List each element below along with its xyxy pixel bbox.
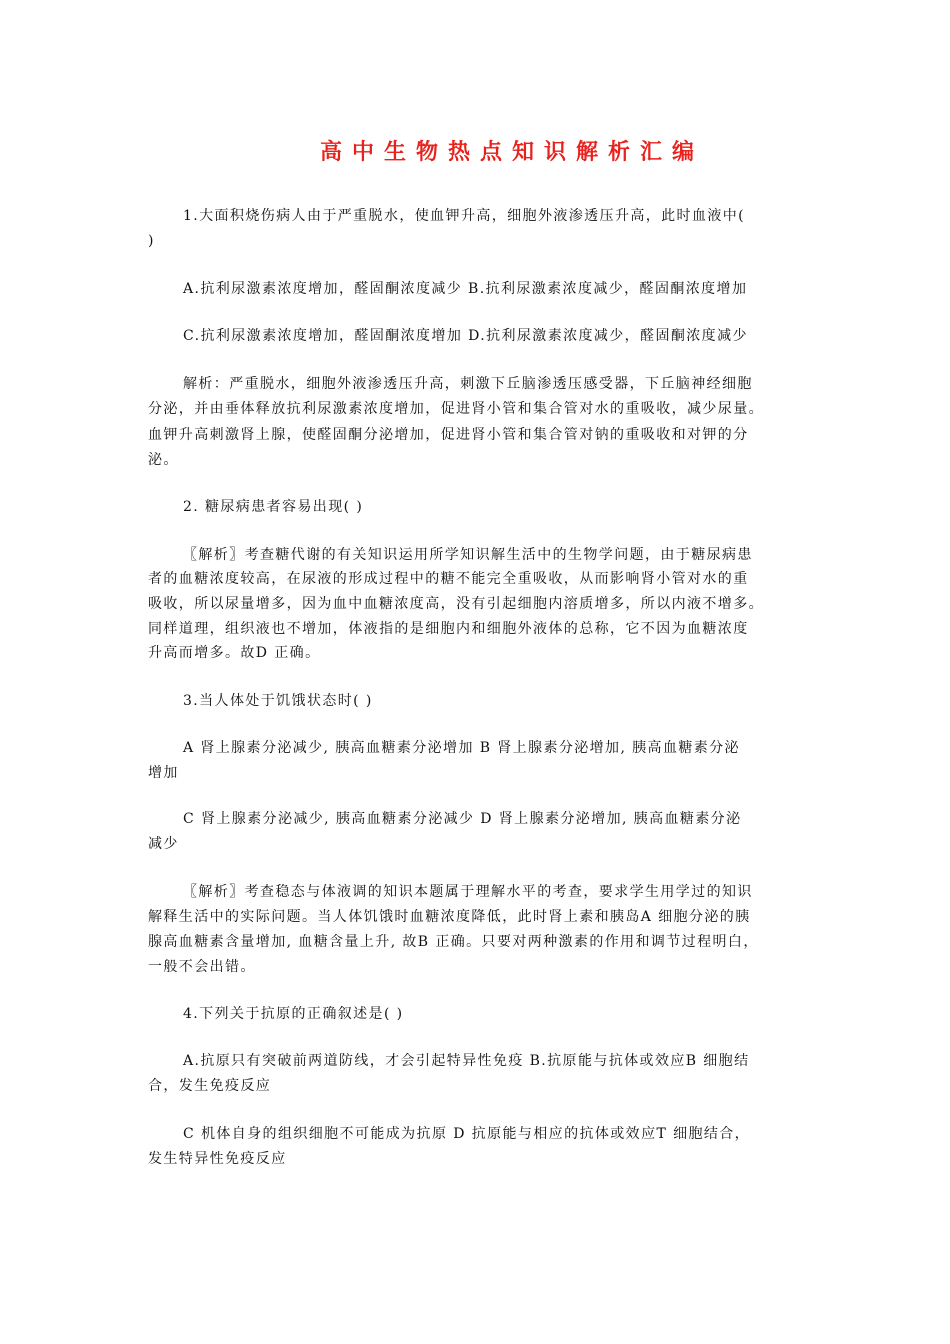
q3-explanation-line: 解释生活中的实际问题。当人体饥饿时血糖浓度降低，此时肾上素和胰岛A 细胞分泌的胰: [148, 909, 751, 925]
q2-stem: 2. 糖尿病患者容易出现( ): [183, 499, 364, 515]
document-title: 高中生物热点知识解析汇编: [319, 139, 704, 165]
q1-stem: 1.大面积烧伤病人由于严重脱水，使血钾升高，细胞外液渗透压升高，此时血液中(: [183, 208, 746, 224]
q1-explanation-line: 血钾升高刺激肾上腺，使醛固酮分泌增加，促进肾小管和集合管对钠的重吸收和对钾的分: [148, 427, 749, 443]
q2-explanation-line: 〖解析〗考查糖代谢的有关知识运用所学知识解生活中的生物学问题，由于糖尿病患: [183, 547, 753, 563]
q1-explanation-line: 分泌，并由垂体释放抗利尿激素浓度增加，促进肾小管和集合管对水的重吸收，减少尿量。: [148, 401, 764, 417]
q1-stem-end: ): [148, 233, 155, 249]
q2-explanation-line: 吸收，所以尿量增多，因为血中血糖浓度高，没有引起细胞内溶质增多，所以内液不增多。: [148, 596, 764, 612]
q3-options-ab: A 肾上腺素分泌减少, 胰高血糖素分泌增加 B 肾上腺素分泌增加, 胰高血糖素分泌: [183, 740, 740, 756]
q1-options-cd: C.抗利尿激素浓度增加，醛固酮浓度增加 D.抗利尿激素浓度减少，醛固酮浓度减少: [183, 328, 748, 344]
q3-options-ab-end: 增加: [148, 765, 179, 781]
q3-stem: 3.当人体处于饥饿状态时( ): [183, 693, 373, 709]
q2-explanation-line: 同样道理，组织液也不增加，体液指的是细胞内和细胞外液体的总称，它不因为血糖浓度: [148, 621, 749, 637]
q1-explanation-line: 泌。: [148, 452, 179, 468]
q3-options-cd-end: 减少: [148, 836, 179, 852]
q1-options-ab: A.抗利尿激素浓度增加，醛固酮浓度减少 B.抗利尿激素浓度减少，醛固酮浓度增加: [183, 281, 748, 297]
q3-explanation-line: 腺高血糖素含量增加, 血糖含量上升, 故B 正确。只要对两种激素的作用和调节过程明白，: [148, 934, 759, 950]
q4-options-ab-end: 合，发生免疫反应: [148, 1078, 272, 1094]
q3-options-cd: C 肾上腺素分泌减少, 胰高血糖素分泌减少 D 肾上腺素分泌增加, 胰高血糖素分泌: [183, 811, 742, 827]
q1-explanation-line: 解析：严重脱水，细胞外液渗透压升高，刺激下丘脑渗透压感受器，下丘脑神经细胞: [183, 376, 753, 392]
q3-explanation-line: 一般不会出错。: [148, 959, 256, 975]
q2-explanation-line: 升高而增多。故D 正确。: [148, 645, 321, 661]
q4-options-cd: C 机体自身的组织细胞不可能成为抗原 D 抗原能与相应的抗体或效应T 细胞结合，: [183, 1126, 751, 1142]
q4-stem: 4.下列关于抗原的正确叙述是( ): [183, 1006, 404, 1022]
q4-options-ab: A.抗原只有突破前两道防线，才会引起特异性免疫 B.抗原能与抗体或效应B 细胞结: [183, 1053, 750, 1069]
q3-explanation-line: 〖解析〗考查稳态与体液调的知识本题属于理解水平的考查，要求学生用学过的知识: [183, 884, 753, 900]
q4-options-cd-end: 发生特异性免疫反应: [148, 1151, 287, 1167]
q2-explanation-line: 者的血糖浓度较高，在尿液的形成过程中的糖不能完全重吸收，从而影响肾小管对水的重: [148, 571, 749, 587]
